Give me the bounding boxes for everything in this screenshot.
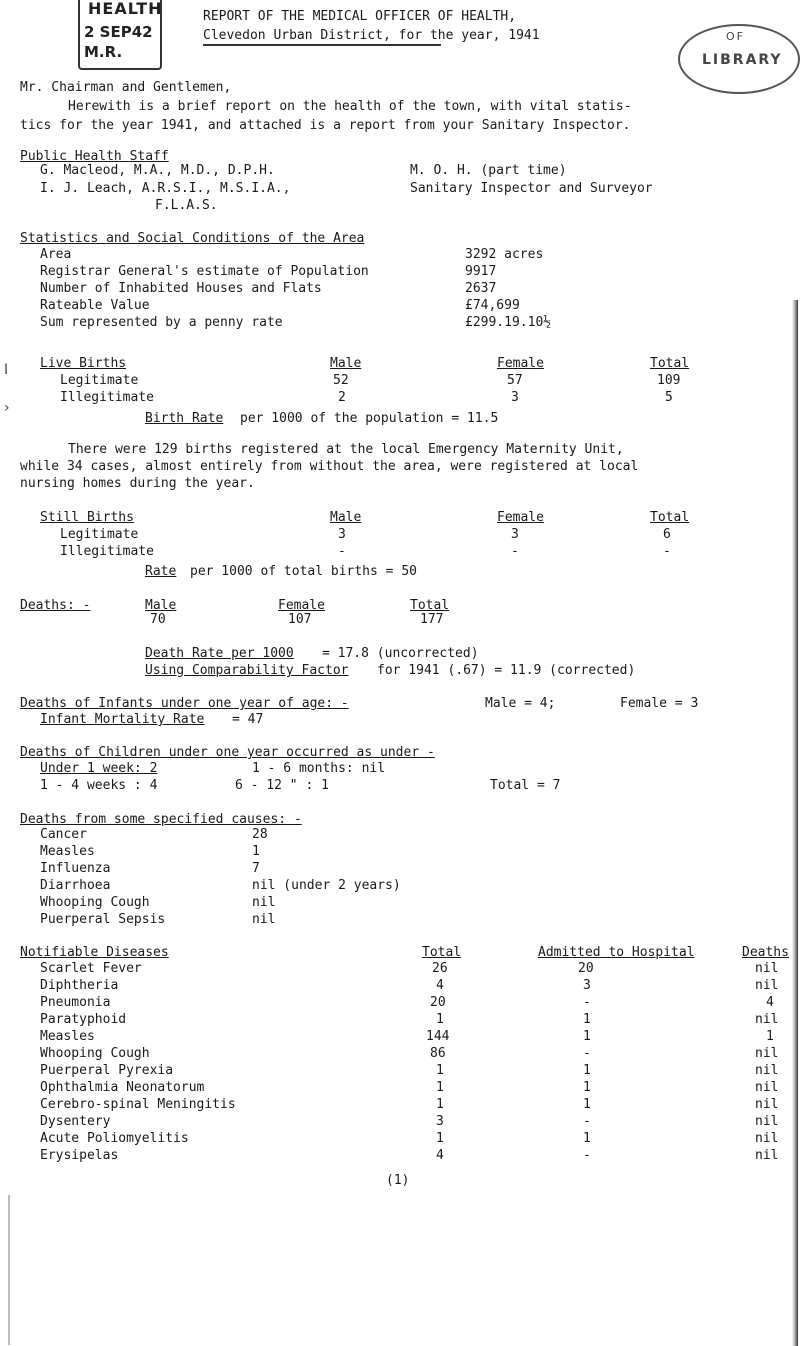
deaths-col-female: Female <box>278 598 325 613</box>
cause-label: Measles <box>40 844 95 859</box>
still-births-male: - <box>338 544 346 559</box>
cause-label: Whooping Cough <box>40 895 150 910</box>
causes-heading: Deaths from some specified causes: - <box>20 812 302 827</box>
still-births-col-total: Total <box>650 510 690 525</box>
stamp-line-1: HEALTH <box>88 0 163 18</box>
page-number: (1) <box>386 1173 410 1188</box>
disease-total: 1 <box>436 1012 444 1027</box>
disease-deaths: nil <box>755 1097 779 1112</box>
disease-total: 26 <box>432 961 448 976</box>
live-births-col-total: Total <box>650 356 690 371</box>
disease-name: Paratyphoid <box>40 1012 127 1027</box>
live-births-col-male: Male <box>330 356 362 371</box>
intro-line-2: tics for the year 1941, and attached is a report from your Sanitary Inspector. <box>20 118 631 133</box>
births-para-line-1: There were 129 births registered at the local Emergency Maternity Unit, <box>68 442 624 457</box>
staff-si-role: Sanitary Inspector and Surveyor <box>410 181 653 196</box>
disease-name: Puerperal Pyrexia <box>40 1063 174 1078</box>
deaths-male: 70 <box>150 612 166 627</box>
still-birth-rate-text: per 1000 of total births = 50 <box>190 564 417 579</box>
live-births-male: 2 <box>338 390 346 405</box>
child-deaths-1-4-weeks: 1 - 4 weeks : 4 <box>40 778 158 793</box>
disease-name: Dysentery <box>40 1114 111 1129</box>
disease-deaths: nil <box>755 961 779 976</box>
disease-admitted: - <box>583 1148 591 1163</box>
stat-value: £299.19.10½ <box>465 315 552 330</box>
cause-label: Puerperal Sepsis <box>40 912 166 927</box>
cause-label: Cancer <box>40 827 87 842</box>
library-stamp <box>678 24 800 94</box>
live-births-total: 5 <box>665 390 673 405</box>
health-received-stamp <box>78 0 162 70</box>
margin-mark: I <box>4 362 9 378</box>
death-rate-value: = 17.8 (uncorrected) <box>322 646 479 661</box>
still-births-row-label: Illegitimate <box>60 544 154 559</box>
salutation: Mr. Chairman and Gentlemen, <box>20 80 232 95</box>
stat-value: 3292 acres <box>465 247 544 262</box>
stamp-line-2: 2 SEP42 <box>84 23 153 41</box>
still-births-total: - <box>663 544 671 559</box>
child-deaths-under-1-week: Under 1 week: 2 <box>40 761 158 776</box>
births-para-line-3: nursing homes during the year. <box>20 476 255 491</box>
live-births-heading: Live Births <box>40 356 127 371</box>
child-deaths-1-6-months: 1 - 6 months: nil <box>252 761 386 776</box>
disease-deaths: nil <box>755 1012 779 1027</box>
disease-total: 4 <box>436 978 444 993</box>
disease-total: 86 <box>430 1046 446 1061</box>
staff-si-name-cont: F.L.A.S. <box>155 198 218 213</box>
disease-admitted: - <box>583 1046 591 1061</box>
live-births-female: 57 <box>507 373 523 388</box>
disease-deaths: nil <box>755 1114 779 1129</box>
disease-admitted: - <box>583 1114 591 1129</box>
report-title: REPORT OF THE MEDICAL OFFICER OF HEALTH, <box>203 9 517 24</box>
infant-deaths-female: Female = 3 <box>620 696 699 711</box>
still-births-male: 3 <box>338 527 346 542</box>
disease-name: Scarlet Fever <box>40 961 142 976</box>
disease-total: 1 <box>436 1131 444 1146</box>
cause-value: 7 <box>252 861 260 876</box>
stat-label: Area <box>40 247 72 262</box>
disease-name: Whooping Cough <box>40 1046 150 1061</box>
disease-deaths: nil <box>755 1046 779 1061</box>
stat-value: £74,699 <box>465 298 520 313</box>
disease-name: Ophthalmia Neonatorum <box>40 1080 205 1095</box>
live-births-row-label: Legitimate <box>60 373 139 388</box>
library-stamp-top: OF <box>726 30 745 43</box>
child-deaths-total: Total = 7 <box>490 778 561 793</box>
cause-label: Influenza <box>40 861 111 876</box>
notifiable-col-total: Total <box>422 945 462 960</box>
cause-value: nil <box>252 912 276 927</box>
intro-line-1: Herewith is a brief report on the health of the town, with vital statis- <box>68 99 632 114</box>
stat-label: Number of Inhabited Houses and Flats <box>40 281 322 296</box>
live-births-total: 109 <box>657 373 681 388</box>
stat-label: Sum represented by a penny rate <box>40 315 283 330</box>
disease-name: Diphtheria <box>40 978 119 993</box>
disease-total: 144 <box>426 1029 450 1044</box>
cause-label: Diarrhoea <box>40 878 111 893</box>
comparability-value: for 1941 (.67) = 11.9 (corrected) <box>377 663 636 678</box>
disease-admitted: - <box>583 995 591 1010</box>
disease-admitted: 1 <box>583 1097 591 1112</box>
disease-name: Measles <box>40 1029 95 1044</box>
child-deaths-6-12-months: 6 - 12 " : 1 <box>235 778 329 793</box>
deaths-col-total: Total <box>410 598 450 613</box>
notifiable-heading: Notifiable Diseases <box>20 945 169 960</box>
disease-name: Cerebro-spinal Meningitis <box>40 1097 236 1112</box>
still-births-female: - <box>511 544 519 559</box>
live-births-row-label: Illegitimate <box>60 390 154 405</box>
disease-total: 20 <box>430 995 446 1010</box>
staff-mo-role: M. O. H. (part time) <box>410 163 567 178</box>
disease-name: Erysipelas <box>40 1148 119 1163</box>
disease-admitted: 20 <box>578 961 594 976</box>
disease-admitted: 1 <box>583 1029 591 1044</box>
disease-admitted: 1 <box>583 1063 591 1078</box>
deaths-total: 177 <box>420 612 444 627</box>
live-births-col-female: Female <box>497 356 544 371</box>
stat-label: Rateable Value <box>40 298 150 313</box>
births-para-line-2: while 34 cases, almost entirely from without the area, were registered at local <box>20 459 639 474</box>
disease-total: 4 <box>436 1148 444 1163</box>
still-births-total: 6 <box>663 527 671 542</box>
disease-deaths: 1 <box>766 1029 774 1044</box>
disease-deaths: nil <box>755 978 779 993</box>
disease-total: 1 <box>436 1080 444 1095</box>
notifiable-col-admitted: Admitted to Hospital <box>538 945 695 960</box>
cause-value: nil (under 2 years) <box>252 878 401 893</box>
disease-total: 3 <box>436 1114 444 1129</box>
disease-admitted: 1 <box>583 1012 591 1027</box>
binding-edge <box>8 1195 10 1345</box>
stat-value: 9917 <box>465 264 497 279</box>
infant-deaths-heading: Deaths of Infants under one year of age: - <box>20 696 349 711</box>
report-subtitle: Clevedon Urban District, for the year, 1941 <box>203 28 540 43</box>
disease-admitted: 3 <box>583 978 591 993</box>
scan-edge-shadow <box>792 300 798 1346</box>
staff-mo-name: G. Macleod, M.A., M.D., D.P.H. <box>40 163 275 178</box>
still-births-row-label: Legitimate <box>60 527 139 542</box>
child-deaths-heading <box>20 744 435 761</box>
header-rule <box>203 44 441 46</box>
statistics-heading: Statistics and Social Conditions of the Area <box>20 231 365 246</box>
disease-admitted: 1 <box>583 1131 591 1146</box>
disease-name: Acute Poliomyelitis <box>40 1131 189 1146</box>
disease-deaths: nil <box>755 1063 779 1078</box>
notifiable-col-deaths: Deaths <box>742 945 789 960</box>
stamp-line-3: M.R. <box>84 43 123 61</box>
disease-total: 1 <box>436 1097 444 1112</box>
disease-deaths: nil <box>755 1148 779 1163</box>
staff-heading: Public Health Staff <box>20 149 169 164</box>
disease-total: 1 <box>436 1063 444 1078</box>
infant-deaths-male: Male = 4; <box>485 696 556 711</box>
comparability-label: Using Comparability Factor <box>145 663 349 678</box>
live-births-female: 3 <box>511 390 519 405</box>
deaths-label: Deaths: - <box>20 598 91 613</box>
margin-mark: › <box>4 400 10 416</box>
child-deaths-heading-text: Deaths of Children under one year occurred as under - <box>20 745 435 760</box>
infant-mortality-label: Infant Mortality Rate <box>40 712 205 727</box>
disease-deaths: 4 <box>766 995 774 1010</box>
cause-value: 1 <box>252 844 260 859</box>
cause-value: nil <box>252 895 276 910</box>
staff-si-name: I. J. Leach, A.R.S.I., M.S.I.A., <box>40 181 291 196</box>
still-births-female: 3 <box>511 527 519 542</box>
deaths-female: 107 <box>288 612 312 627</box>
disease-admitted: 1 <box>583 1080 591 1095</box>
still-births-col-male: Male <box>330 510 362 525</box>
disease-deaths: nil <box>755 1131 779 1146</box>
still-births-heading: Still Births <box>40 510 134 525</box>
disease-name: Pneumonia <box>40 995 111 1010</box>
cause-value: 28 <box>252 827 268 842</box>
still-birth-rate-label: Rate <box>145 564 177 579</box>
birth-rate-text: per 1000 of the population = 11.5 <box>240 411 499 426</box>
stat-label: Registrar General's estimate of Population <box>40 264 369 279</box>
infant-mortality-value: = 47 <box>232 712 264 727</box>
disease-deaths: nil <box>755 1080 779 1095</box>
deaths-col-male: Male <box>145 598 177 613</box>
stat-value: 2637 <box>465 281 497 296</box>
library-stamp-label: LIBRARY <box>702 52 783 68</box>
live-births-male: 52 <box>333 373 349 388</box>
birth-rate-label: Birth Rate <box>145 411 224 426</box>
death-rate-label: Death Rate per 1000 <box>145 646 294 661</box>
still-births-col-female: Female <box>497 510 544 525</box>
